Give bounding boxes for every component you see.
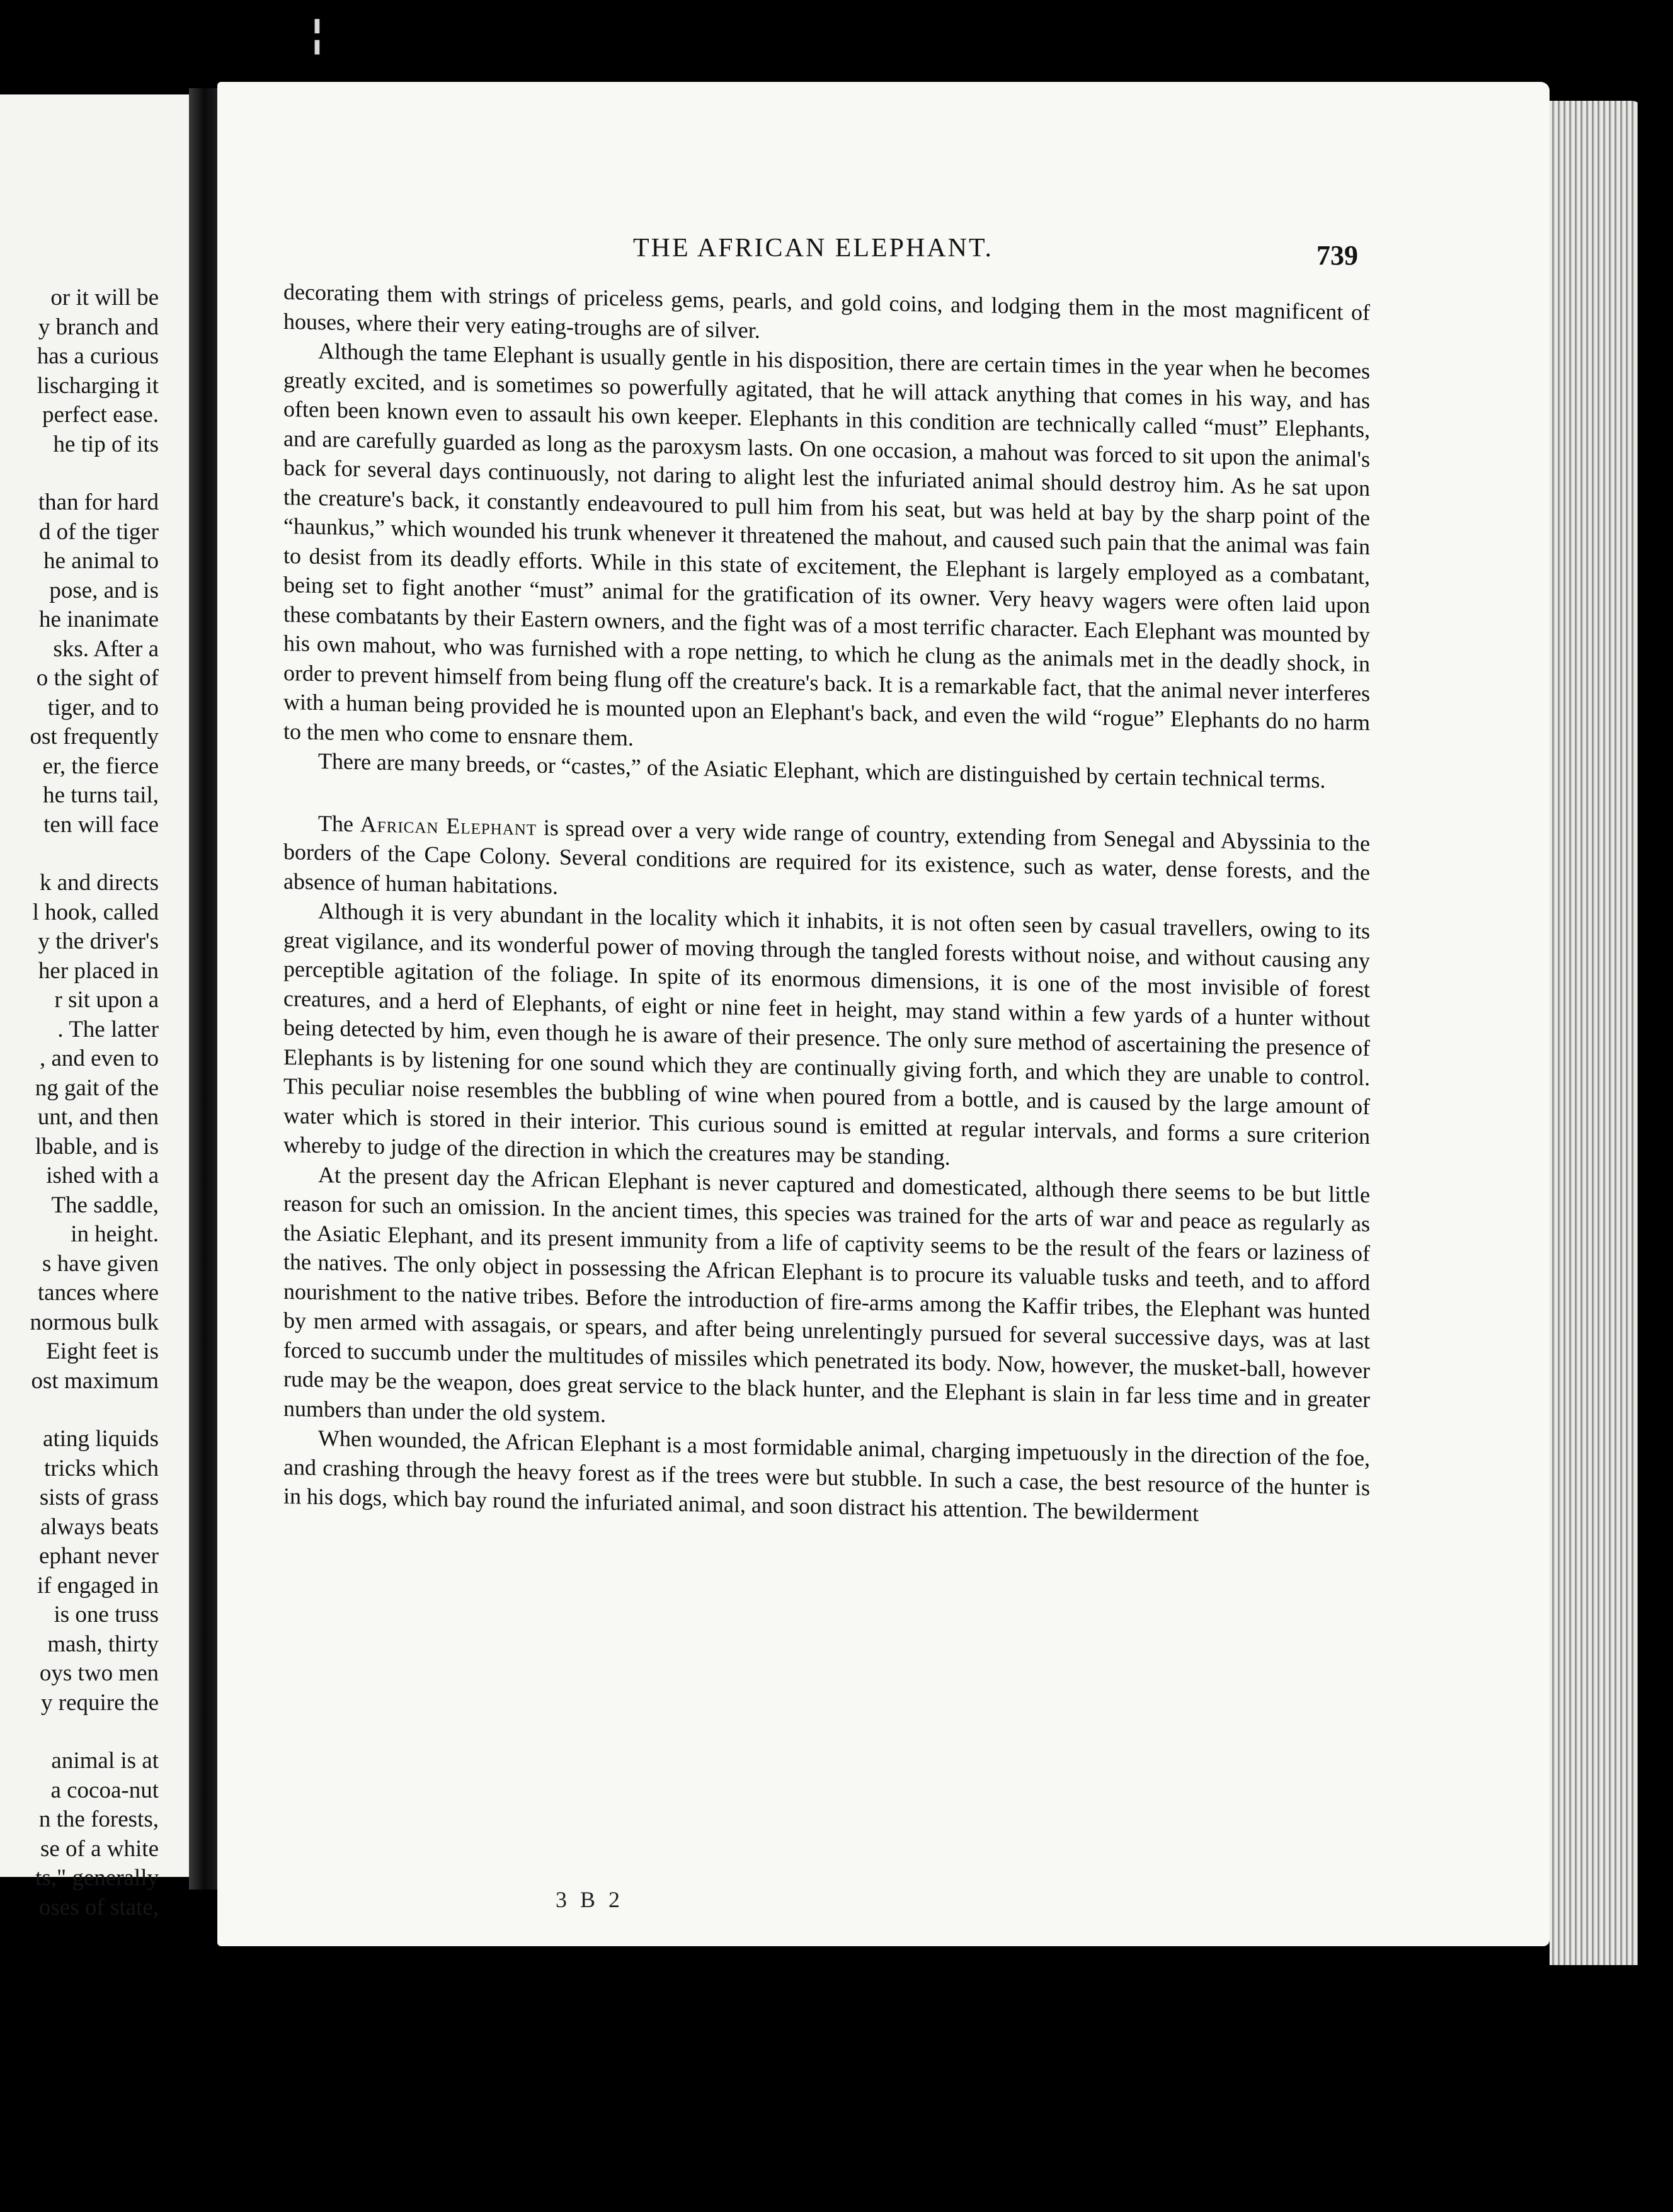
facing-page-line: , and even to (39, 1046, 159, 1071)
line-gap (0, 1396, 159, 1425)
facing-page-line: n the forests, (38, 1806, 159, 1832)
paragraph: There are many breeds, or “castes,” of the Asiatic Elephant, which are distinguished by certain technical terms. (318, 748, 1326, 793)
facing-page-line: ts," generally (35, 1865, 159, 1891)
facing-page-line: s have given (42, 1250, 159, 1277)
scan-mark: ¦ (312, 12, 323, 54)
facing-page-line: animal is at (51, 1748, 159, 1774)
main-page (217, 82, 1550, 1946)
facing-page-line: o the sight of (36, 665, 159, 691)
signature-mark: 3 B 2 (556, 1887, 624, 1912)
facing-page-line: The saddle, (51, 1192, 159, 1218)
facing-page-line: perfect ease. (42, 402, 159, 428)
facing-page-line: than for hard (38, 489, 159, 515)
facing-page-line: sists of grass (39, 1485, 159, 1510)
facing-page-line: . The latter (57, 1016, 159, 1042)
facing-page-line: se of a white (40, 1835, 159, 1862)
paragraph: decorating them with strings of priceless gems, pearls, and gold coins, and lodging them in the most magnificent of houses, where their very eating-troughs are of silver. (283, 279, 1370, 343)
facing-page-line: ten will face (43, 811, 159, 838)
body-text (283, 277, 1370, 1532)
facing-page-line: er, the fierce (42, 753, 159, 779)
paragraph-lead: The (318, 810, 353, 836)
facing-page-line: ost maximum (31, 1367, 159, 1394)
facing-page-line: he tip of its (53, 431, 159, 457)
facing-page-line: always beats (40, 1514, 159, 1540)
line-gap (0, 459, 159, 488)
paragraph: Although the tame Elephant is usually gentle in his disposition, there are certain times in the year when he becomes greatly excited, and is sometimes so powerfully agitated, that he will attack anything that comes in his way, and has often been known even to assault his own keeper. Elephants in this condition are technically called “must” Elephants, and are carefully guarded as long as the paroxysm lasts. On one occasion, a mahout was forced to sit upon the animal's back for several days continuously, not daring to alight lest the infuriated animal should destroy him. As he sat upon the creature's back, it constantly endeavoured to pull him from his seat, but was held at bay by the sharp point of the “haunkus,” which wounded his trunk whenever it threatened the mahout, and caused such pain that the animal was fain to desist from its deadly efforts. While in this state of excitement, the Elephant is largely employed as a combatant, being set to fight another “must” animal for the gratification of its owner. Very heavy wagers were often laid upon these combatants by their Eastern owners, and the fight was of a most terrific character. Each Elephant was mounted by his own mahout, who was furnished with a rope netting, to which he clung as the animals met in the deadly shock, in order to prevent himself from being flung off the creature's back. It is a remarkable fact, that the animal never interferes with a human being provided he is mounted upon an Elephant's back, and even the wild “rogue” Elephants do no harm to the men who come to ensnare them. (283, 338, 1370, 751)
facing-page-line: her placed in (38, 957, 159, 984)
facing-page-line: d of the tiger (38, 518, 159, 545)
facing-page-line: mash, thirty (47, 1631, 159, 1657)
facing-page-text (0, 283, 159, 1922)
paragraph: Although it is very abundant in the locality which it inhabits, it is not often seen by casual travellers, owing to its great vigilance, and its wonderful power of moving through the tangled forests without noise, and without causing any perceptible agitation of the foliage. In spite of its enormous dimensions, it is one of the most invisible of forest creatures, and a herd of Elephants, of eight or nine feet in height, may stand within a few yards of a hunter without being detected by him, even though he is aware of their presence. The only sure method of ascertaining the presence of Elephants is by listening for one sound which they are continually giving forth, and which they are unable to control. This peculiar noise resembles the bubbling of wine when poured from a bottle, and is caused by the large amount of water which is stored in their interior. This curious sound is emitted at regular intervals, and forms a sure criterion whereby to judge of the direction in which the creatures may be standing. (283, 898, 1370, 1170)
facing-page-line: y require the (41, 1689, 159, 1716)
facing-page-line: pose, and is (49, 577, 159, 603)
facing-page-line: l hook, called (32, 899, 159, 925)
paragraph: When wounded, the African Elephant is a most formidable animal, charging impetuously in the direction of the foe, and crashing through the heavy forest as if the trees were but stubble. In such a case, the best resource of the hunter is in his dogs, which bay round the infuriated animal, and soon distract his attention. The bewilderment (283, 1425, 1370, 1526)
page-edges (1550, 101, 1644, 1965)
facing-page-line: y the driver's (38, 928, 159, 954)
facing-page-line: ished with a (46, 1163, 159, 1189)
facing-page-line: if engaged in (37, 1572, 159, 1599)
paragraph: At the present day the African Elephant is never captured and domesticated, although there seems to be but little reason for such an omission. In the ancient times, this species was trained for the arts of war and peace as regularly as the Asiatic Elephant, and its present immunity from a life of captivity seems to be the result of the fears or laziness of the natives. The only object in possessing the African Elephant is to procure its valuable tusks and teeth, and to afford nourishment to the native tribes. Before the introduction of fire-arms among the Kaffir tribes, the Elephant was hunted by men armed with assagais, or spears, and after being unrelentingly pursued for several successive days, was at last forced to succumb under the multitudes of missiles which penetrated its body. Now, however, the musket-ball, however rude may be the weapon, does great service to the black hunter, and the Elephant is slain in far less time and in greater numbers than under the old system. (283, 1161, 1370, 1427)
facing-page-line: oses of state, (38, 1894, 159, 1920)
facing-page-line: tricks which (44, 1455, 159, 1481)
scan-border (1638, 101, 1673, 1990)
facing-page-line: r sit upon a (54, 987, 159, 1013)
facing-page-line: ost frequently (30, 724, 159, 750)
facing-page-line: sks. After a (53, 636, 159, 662)
facing-page-line: unt, and then (37, 1104, 159, 1130)
line-gap (0, 1718, 159, 1747)
facing-page-line: is one truss (54, 1602, 159, 1628)
facing-page-line: tances where (37, 1280, 159, 1306)
facing-page-left (0, 94, 189, 1920)
facing-page-line: he turns tail, (43, 782, 159, 808)
page-number: 739 (1316, 240, 1358, 271)
facing-page-line: tiger, and to (47, 694, 159, 721)
running-head: THE AFRICAN ELEPHANT. (633, 234, 994, 263)
facing-page-line: lbable, and is (35, 1133, 159, 1160)
facing-page-line: oys two men (39, 1660, 159, 1686)
facing-page-line: normous bulk (30, 1309, 159, 1335)
facing-page-line: he inanimate (38, 607, 159, 632)
section-heading-smallcaps: African Elephant (360, 811, 537, 840)
facing-page-line: y branch and (38, 314, 159, 340)
facing-page-line: has a curious (37, 343, 159, 369)
page-header (217, 233, 1550, 277)
paragraph-rest: is spread over a very wide range of country, extending from Senegal and Abyssinia to the borders of the Cape Colony. Several conditions are required for its existence, such as water, dense forests, and the absence of human habitations. (283, 814, 1371, 899)
facing-page-line: lischarging it (37, 372, 159, 399)
facing-page-line: ephant never (38, 1543, 159, 1569)
facing-page-line: k and directs (39, 870, 159, 896)
facing-page-line: ating liquids (43, 1426, 159, 1452)
facing-page-line: he animal to (43, 548, 159, 574)
facing-page-line: or it will be (50, 285, 159, 311)
facing-page-line: Eight feet is (46, 1338, 159, 1364)
facing-page-line: ng gait of the (35, 1075, 159, 1101)
facing-page-line: a cocoa-nut (50, 1777, 159, 1803)
line-gap (0, 840, 159, 869)
facing-page-line: in height. (71, 1221, 159, 1247)
